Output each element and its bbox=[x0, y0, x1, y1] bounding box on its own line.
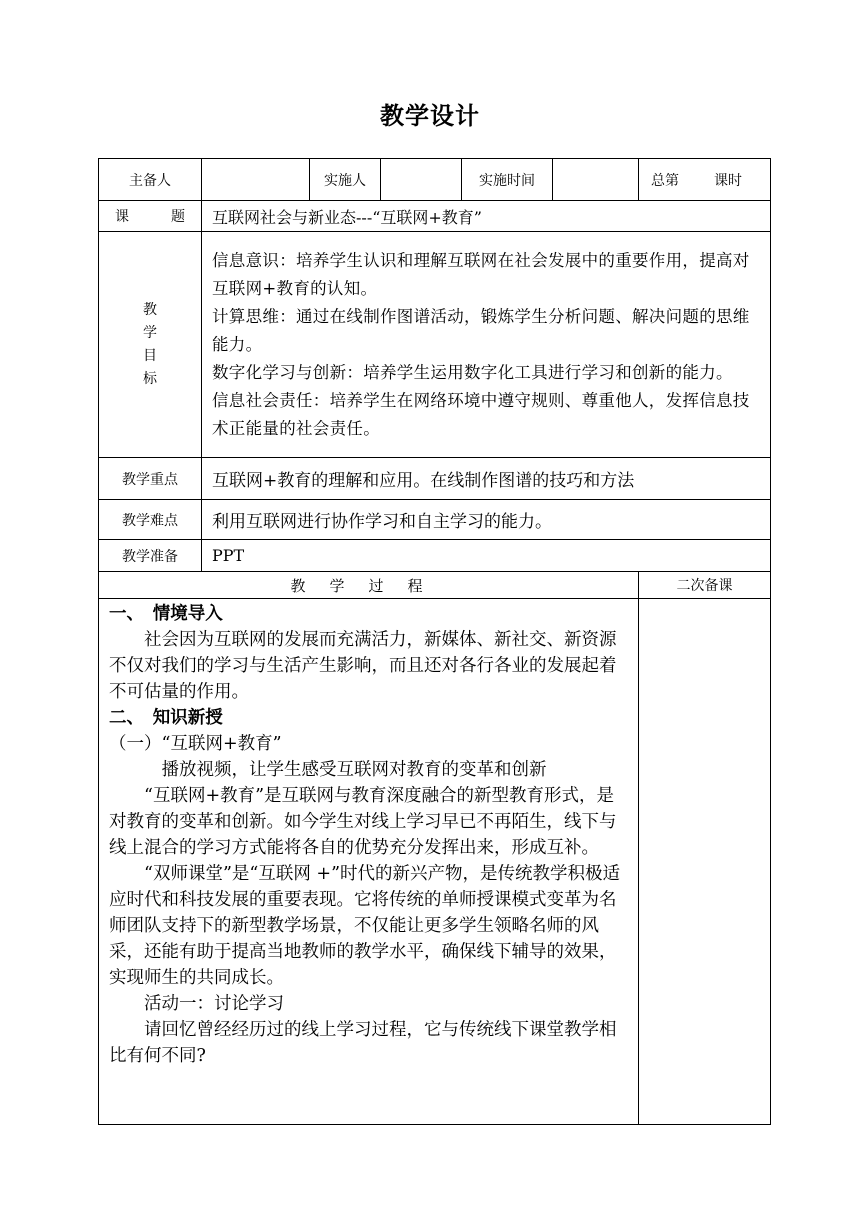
objectives-label bbox=[99, 232, 202, 458]
time-value bbox=[553, 159, 639, 201]
second-prep-label: 二次备课 bbox=[639, 572, 771, 599]
teacher-label: 实施人 bbox=[310, 159, 381, 201]
activity-one-title: 活动一：讨论学习 bbox=[144, 994, 284, 1014]
preparation-row bbox=[99, 540, 771, 572]
objectives-content bbox=[202, 232, 771, 458]
objectives-row bbox=[99, 232, 771, 458]
key-point-value: 互联网+教育的理解和应用。在线制作图谱的技巧和方法 bbox=[202, 458, 771, 500]
objective-computational-thinking: 计算思维：通过在线制作图谱活动，锻炼学生分析问题、解决问题的思维能力。 bbox=[212, 306, 750, 354]
paragraph-dual-teacher: “双师课堂”是“互联网 +”时代的新兴产物，是传统教学积极适应时代和科技发展的重要表现。它将传统的单师授课模式变革为名师团队支持下的新型教学场景，不仅能让更多学生领略名师的风采，还能有助于提高当地教师的教学水平，确保线下辅导的效果，实现师生的共同成长。 bbox=[109, 864, 621, 988]
header-row bbox=[99, 159, 771, 201]
difficulty-row bbox=[99, 500, 771, 540]
topic-label bbox=[99, 201, 202, 232]
paragraph-internet-education: “互联网+教育”是互联网与教育深度融合的新型教育形式，是对教育的变革和创新。如今学生对线上学习早已不再陌生，线下与线上混合的学习方式能将各自的优势充分发挥出来，形成互补。 bbox=[109, 786, 617, 858]
difficulty-value: 利用互联网进行协作学习和自主学习的能力。 bbox=[202, 500, 771, 540]
activity-one-question: 请回忆曾经经历过的线上学习过程，它与传统线下课堂教学相比有何不同? bbox=[109, 1020, 617, 1066]
topic-value: 互联网社会与新业态---“互联网+教育” bbox=[202, 201, 771, 232]
process-content bbox=[99, 599, 639, 1125]
objectives-label-char: 目 bbox=[143, 347, 157, 364]
second-prep-notes bbox=[639, 599, 771, 1125]
key-point-row bbox=[99, 458, 771, 500]
objectives-label-char: 教 bbox=[143, 301, 157, 318]
section-new-knowledge-title: 二、 知识新授 bbox=[109, 708, 223, 728]
difficulty-label: 教学难点 bbox=[99, 500, 202, 540]
lesson-total-label: 总第 bbox=[651, 172, 679, 189]
objective-digital-learning: 数字化学习与创新：培养学生运用数字化工具进行学习和创新的能力。 bbox=[212, 362, 733, 382]
lesson-unit-label: 课时 bbox=[714, 172, 742, 189]
process-header-row bbox=[99, 572, 771, 599]
objectives-label-char: 标 bbox=[143, 370, 157, 387]
process-header-label: 教学过程 bbox=[99, 572, 639, 599]
process-row bbox=[99, 599, 771, 1125]
section-intro-text: 社会因为互联网的发展而充满活力，新媒体、新社交、新资源不仅对我们的学习与生活产生影响，而且还对各行各业的发展起着不可估量的作用。 bbox=[109, 630, 617, 702]
lead-value bbox=[202, 159, 310, 201]
topic-row bbox=[99, 201, 771, 232]
video-instruction: 播放视频，让学生感受互联网对教育的变革和创新 bbox=[161, 760, 547, 780]
document-title: 教学设计 bbox=[380, 102, 480, 130]
subsection-internet-education: （一）“互联网+教育” bbox=[109, 734, 282, 754]
lead-label: 主备人 bbox=[99, 159, 202, 201]
lesson-plan-table bbox=[98, 158, 771, 1125]
lesson-count bbox=[639, 159, 771, 201]
topic-label-char-2: 题 bbox=[171, 209, 185, 225]
objective-info-awareness: 信息意识：培养学生认识和理解互联网在社会发展中的重要作用，提高对互联网+教育的认知。 bbox=[212, 250, 750, 298]
objectives-label-char: 学 bbox=[143, 324, 157, 341]
time-label: 实施时间 bbox=[462, 159, 553, 201]
section-intro-title: 一、 情境导入 bbox=[109, 604, 223, 624]
objective-social-responsibility: 信息社会责任：培养学生在网络环境中遵守规则、尊重他人，发挥信息技术正能量的社会责任。 bbox=[212, 390, 750, 438]
key-point-label: 教学重点 bbox=[99, 458, 202, 500]
preparation-value: PPT bbox=[202, 540, 771, 572]
topic-label-char-1: 课 bbox=[115, 209, 129, 225]
teacher-value bbox=[381, 159, 462, 201]
preparation-label: 教学准备 bbox=[99, 540, 202, 572]
